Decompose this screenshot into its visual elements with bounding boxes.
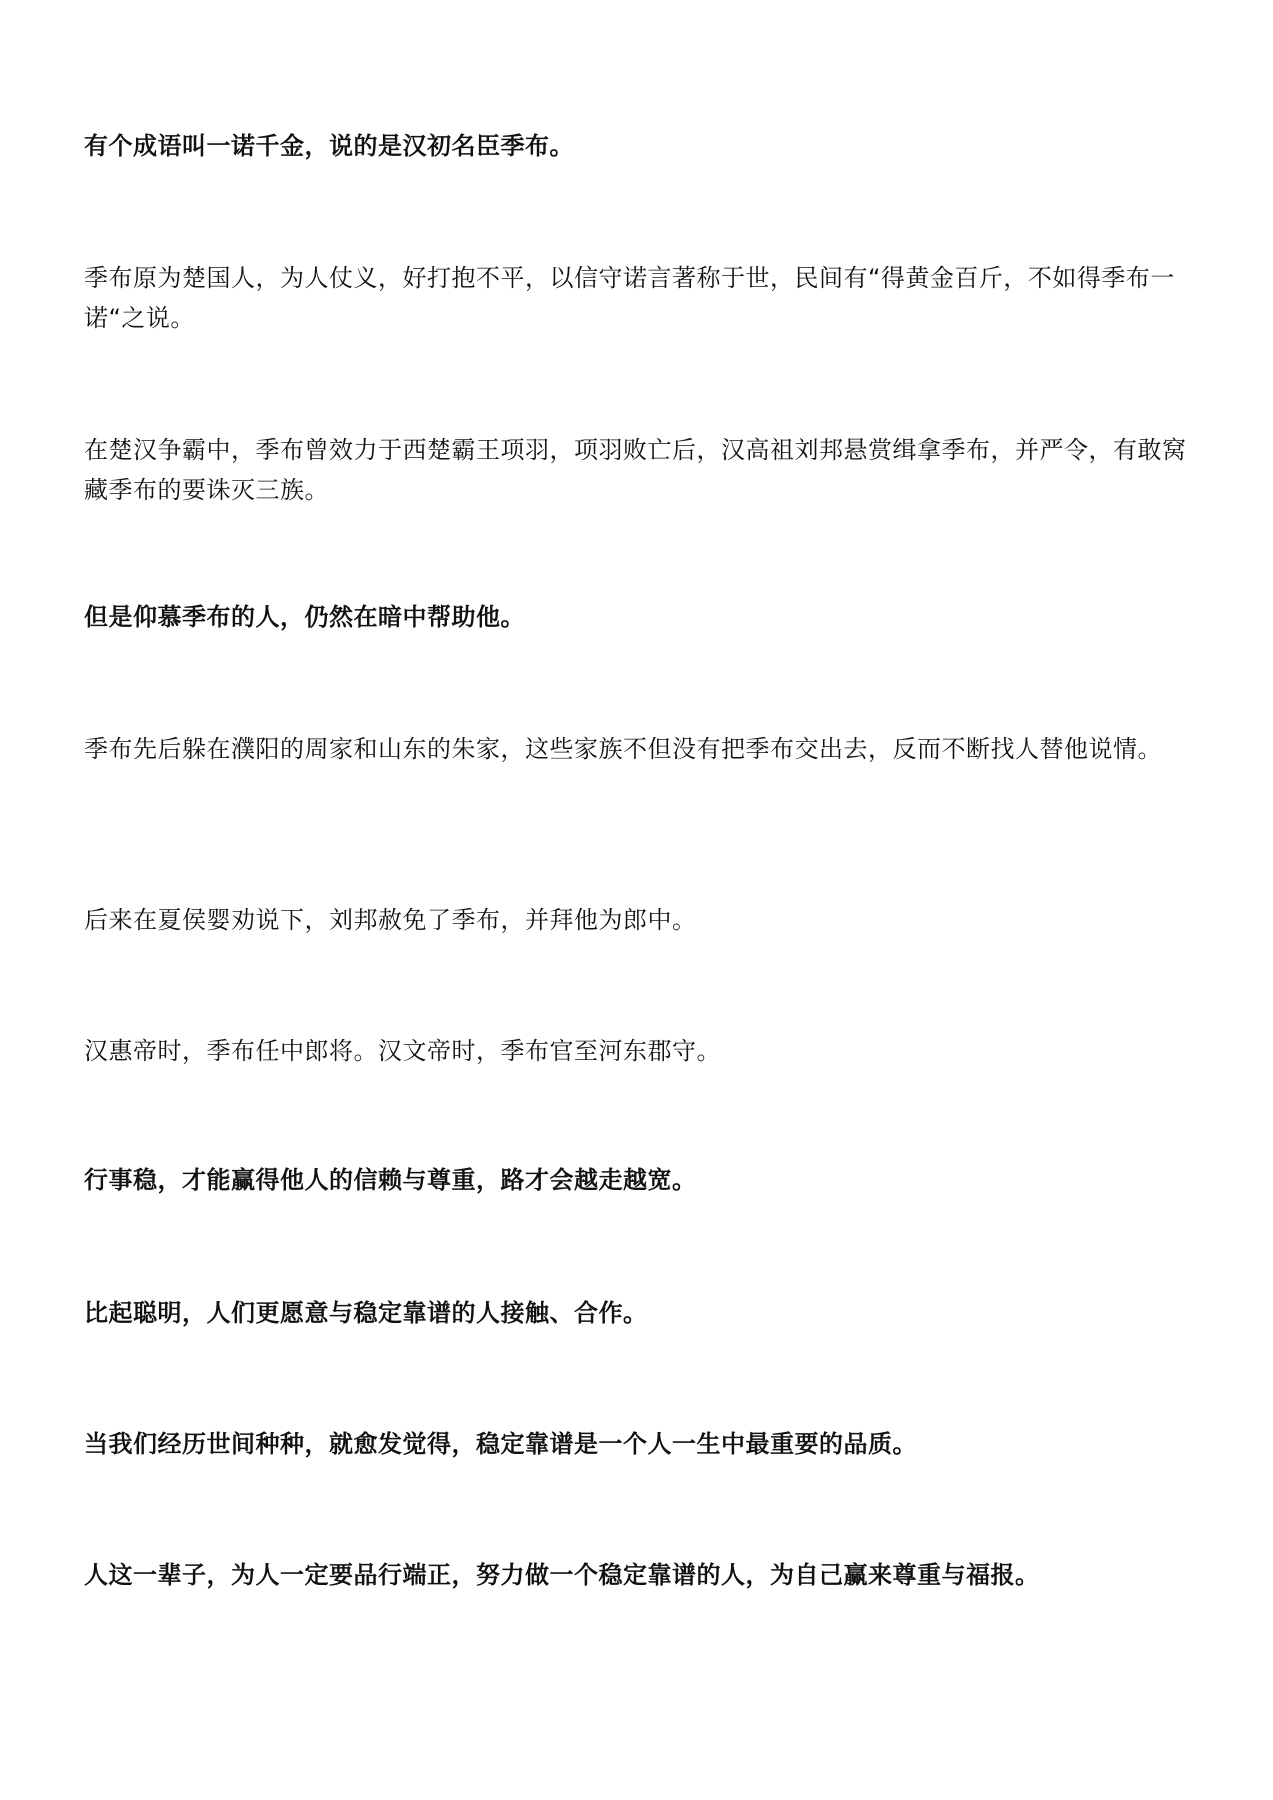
paragraph-10: 当我们经历世间种种，就愈发觉得，稳定靠谱是一个人一生中最重要的品质。 [84, 1430, 917, 1458]
paragraph-1: 有个成语叫一诺千金，说的是汉初名臣季布。 [84, 132, 574, 160]
paragraph-3: 在楚汉争霸中，季布曾效力于西楚霸王项羽，项羽败亡后，汉高祖刘邦悬赏缉拿季布，并严令，有敢窝藏季布的要诛灭三族。 [84, 436, 1187, 504]
paragraph-6: 后来在夏侯婴劝说下，刘邦赦免了季布，并拜他为郎中。 [84, 906, 697, 934]
paragraph-7: 汉惠帝时，季布任中郎将。汉文帝时，季布官至河东郡守。 [84, 1037, 721, 1065]
paragraph-4: 但是仰慕季布的人，仍然在暗中帮助他。 [84, 603, 525, 631]
paragraph-9: 比起聪明，人们更愿意与稳定靠谱的人接触、合作。 [84, 1299, 648, 1327]
paragraph-5: 季布先后躲在濮阳的周家和山东的朱家，这些家族不但没有把季布交出去，反而不断找人替他说情。 [84, 735, 1162, 763]
paragraph-2: 季布原为楚国人，为人仗义，好打抱不平，以信守诺言著称于世，民间有“得黄金百斤，不如得季布一诺“之说。 [84, 264, 1175, 332]
paragraph-8: 行事稳，才能赢得他人的信赖与尊重，路才会越走越宽。 [84, 1166, 697, 1194]
paragraph-11: 人这一辈子，为人一定要品行端正，努力做一个稳定靠谱的人，为自己赢来尊重与福报。 [84, 1561, 1040, 1589]
